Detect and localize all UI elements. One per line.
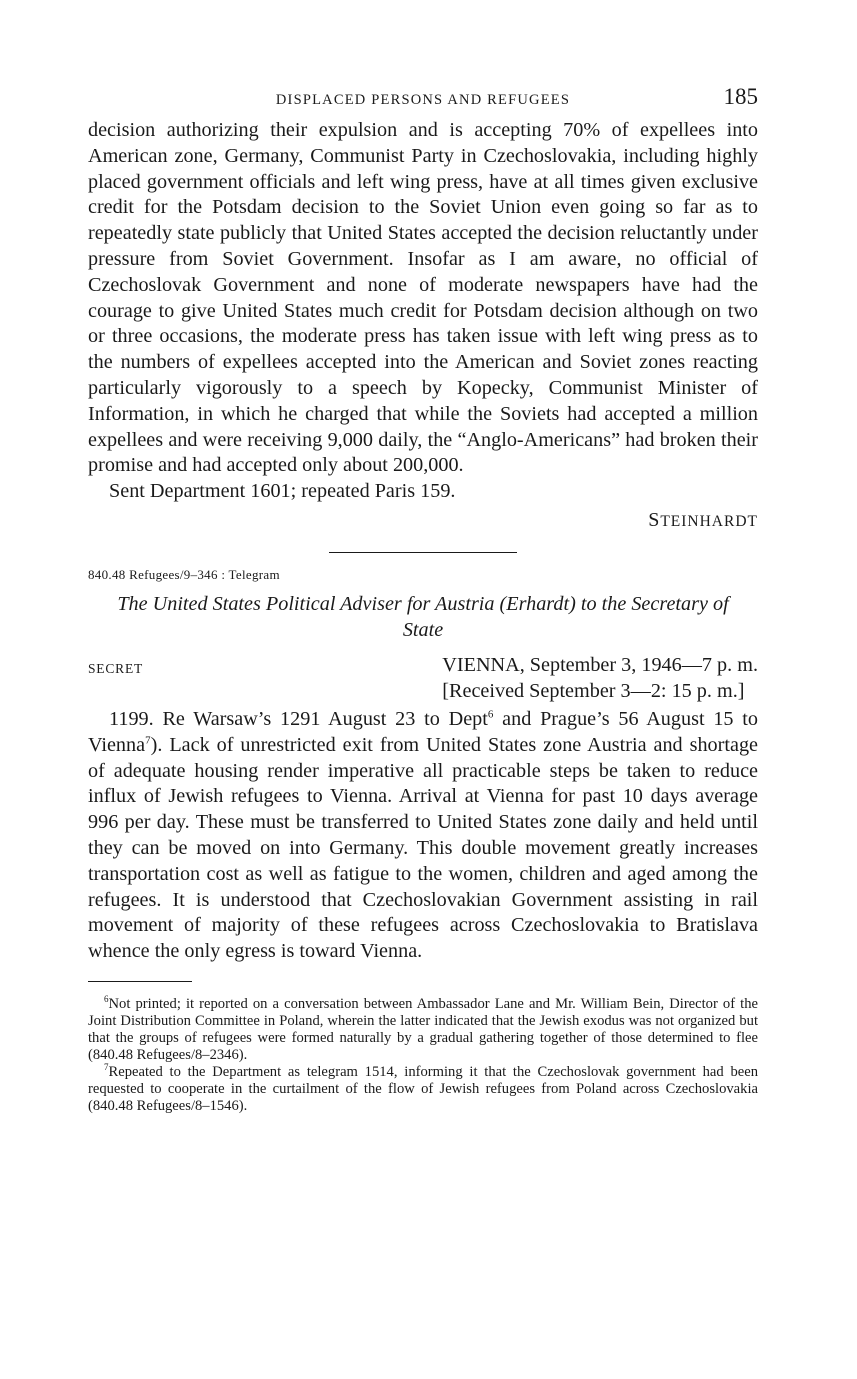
page-number: 185	[723, 84, 758, 109]
dateline	[88, 653, 758, 707]
footnote-marker: 6	[104, 994, 109, 1005]
sent-date: , September 3, 1946—7 p. m.	[519, 653, 758, 676]
footnote-text: Repeated to the Department as telegram 1514, informing it that the Czechoslovak government had been requested to cooperate in the curtailment of the flow of Jewish refugees from Poland across Czechoslovakia (840.48 Refugees/8–1546).	[88, 1063, 758, 1114]
document-title: The United States Political Adviser for Austria (Erhardt) to the Secretary of State	[117, 592, 729, 641]
running-header	[88, 84, 758, 116]
signature-rest: TEINHARDT	[660, 512, 758, 530]
place-and-date	[442, 653, 758, 705]
telegram-text-part1: 1199. Re Warsaw’s 1291 August 23 to Dept	[109, 707, 488, 730]
telegram-text-part3: ). Lack of unrestricted exit from United States zone Austria and shortage of adequate housing render imperative all practicable steps be taken to reduce influx of Jewish refugees to Vienna. Arrival at Vienna for past 10 days average 996 per day. These must be transferred to United States zone daily and held until they can be moved on into Germany. This double movement greatly increases transportation cost as well as fatigue to the women, children and aged among the refugees. It is understood that Czechoslovakian Government assisting in rail movement of majority of these refugees across Czechoslovakia to Bratislava whence the only egress is toward Vienna.	[88, 733, 758, 963]
running-title: DISPLACED PERSONS AND REFUGEES	[275, 92, 571, 108]
file-reference: 840.48 Refugees/9–346 : Telegram	[88, 566, 280, 582]
footnote-marker: 7	[104, 1062, 109, 1073]
signature-initial: S	[648, 508, 661, 531]
received-line: [Received September 3—2: 15 p. m.]	[442, 679, 745, 702]
footnote-ref-7[interactable]: 7	[145, 734, 151, 747]
place-initial: V	[442, 653, 457, 676]
classification-label: SECRET	[88, 660, 144, 676]
section-divider	[329, 552, 517, 553]
footnotes	[88, 996, 758, 1115]
place-rest: IENNA	[456, 653, 520, 676]
signature	[88, 509, 758, 533]
footnote-7	[88, 1064, 758, 1115]
footnote-6	[88, 996, 758, 1064]
footnote-text: Not printed; it reported on a conversation between Ambassador Lane and Mr. William Bein, Director of the Joint Distribution Committee in Poland, wherein the latter indicated that the Jewish exodus was not organized but that the groups of refugees were formed naturally by a gradual gathering together of those determined to flee (840.48 Refugees/8–2346).	[88, 995, 758, 1063]
footnote-ref-6[interactable]: 6	[487, 708, 494, 721]
telegram-text-part2: and Prague’s 56 August 15 to Vienna	[88, 707, 758, 756]
sent-date-line	[442, 653, 758, 679]
telegram-paragraph	[88, 707, 758, 965]
document-page	[88, 84, 758, 1115]
sent-line: Sent Department 1601; repeated Paris 159.	[109, 480, 456, 503]
footnote-divider	[88, 981, 192, 982]
continuation-paragraph: decision authorizing their expulsion and is accepting 70% of expellees into American zone, Germany, Communist Party in Czechoslovakia, including highly placed government officials and left wing press, have at all times given exclusive credit for the Potsdam decision to the Soviet Union even going so far as to repeatedly state publicly that United States accepted the decision reluctantly under pressure from Soviet Government. Insofar as I am aware, no official of Czechoslovak Government and none of moderate newspapers have had the courage to give United States much credit for Potsdam decision although on two or three occasions, the moderate press has taken issue with left wing press as to the numbers of expellees accepted into the American and Soviet zones reacting particularly vigorously to a speech by Kopecky, Communist Minister of Information, in which he charged that while the Soviets had accepted a million expellees and were receiving 9,000 daily, the “Anglo-Americans” had broken their promise and had accepted only about 200,000.	[88, 119, 758, 477]
